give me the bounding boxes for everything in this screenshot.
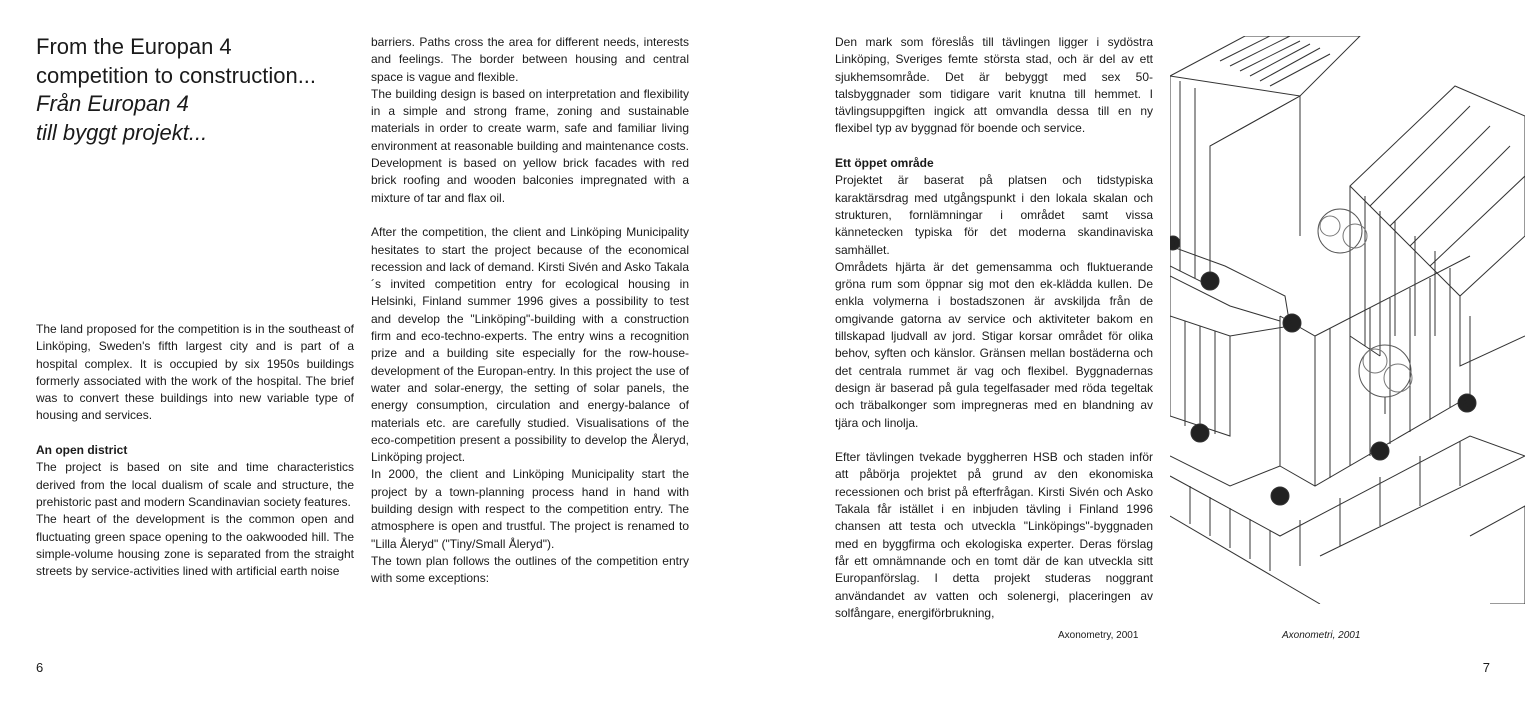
page-number-left: 6 [36,660,44,675]
intro-paragraph: The land proposed for the competition is in the southeast of Linköping, Sweden's fifth largest city and is part of a hospital complex. It is occupied by six 1950s buildings formerly associated with the work of the hospital. The brief was to convert these buildings into new variable type of housing and services. [36,322,354,423]
body-paragraph: The project is based on site and time characteristics derived from the local dualism of scale and structure, the prehistoric past and modern Scandinavian society features. [36,460,354,509]
section-heading: Ett öppet område [835,156,934,171]
body-paragraph: Efter tävlingen tvekade byggherren HSB och staden inför att påbörja projektet på grund av den ekonomiska recessionen och brist på efterfrågan. Kirsti Sivén och Asko Takala får istället i en inbjuden tävling i Finland 1996 chansen att testa och utveckla "Linköpings"-byggnaden med en byggfirma och ekologiska experter. Deras förslag får ett omnämnande och en tomt där de kan utveckla sitt Europanförslag. I detta projekt studeras noggrant användandet av vatten och solenergi, placeringen av solfångare, energiförbrukning, [835,450,1153,620]
axonometric-drawing [1170,36,1525,604]
right-page [762,0,1525,708]
body-paragraph: barriers. Paths cross the area for different needs, interests and feelings. The border between housing and central space is vague and flexible. [371,35,689,84]
left-page [0,0,762,708]
title-en-line-1: From the Europan 4 [36,34,232,59]
body-paragraph: The heart of the development is the common open and fluctuating green space opening to the oakwooded hill. The simple-volume housing zone is separated from the straight streets by service-activities lined with artificial earth noise [36,512,354,579]
drawing-label: 4. [1205,276,1215,288]
page-title [36,33,356,147]
english-column-2 [371,34,689,588]
body-paragraph: In 2000, the client and Linköping Municipality start the project by a town-planning process hand in hand with building design with respect to the competition entry. The atmosphere is open and trustful. The project is renamed to "Lilla Åleryd" ("Tiny/Small Åleryd"). [371,467,689,551]
body-paragraph: The building design is based on interpretation and flexibility in a simple and strong frame, zoning and sustainable materials in order to create warm, safe and familiar living environment at reasonable building and maintenance costs. Development is based on yellow brick facades with red brick roofing and wooden balconies impregnated with a mixture of tar and flax oil. [371,86,689,205]
drawing-label: 1. [1375,446,1385,458]
swedish-column [835,34,1153,622]
title-en-line-2: competition to construction... [36,62,317,88]
drawing-label: 1. [1195,428,1205,440]
body-paragraph: Den mark som föreslås till tävlingen ligger i sydöstra Linköping, Sveriges femte största stad, och är del av ett sjukhemsområde. Det är bebyggt med sex 50-talsbyggnader som tidigare varit knutna till hemmet. I tävlingsuppgiften ingick att omvandla dessa till en ny flexibel typ av byggnad för boende och service. [835,35,1153,136]
drawing-label: 2. [1275,491,1285,503]
drawing-label: 3. [1170,238,1180,250]
drawing-label: 2. [1462,398,1472,410]
title-sv-line-1: Från Europan 4 [36,91,189,116]
title-sv-line-2: till byggt projekt... [36,119,208,145]
body-paragraph: After the competition, the client and Linköping Municipality hesitates to start the project because of the economical recession and lack of demand. Kirsti Sivén and Asko Takala´s invited competition entry for ecological housing in Helsinki, Finland summer 1996 gives a possibility to test and develop the "Linköping"-building with a construction firm and eco-techno-experts. The entry wins a recognition prize and a building site especially for the row-house-development of the Europan-entry. In this project the use of water and solar-energy, the setting of solar panels, the energy consumption, circulation and energy-balance of materials etc. are carefully studied. Visualisations of the eco-competition present a possibility to develop the Åleryd, Linköping project. [371,225,689,465]
lot-fences [1170,436,1525,604]
body-paragraph: Projektet är baserat på platsen och tidstypiska karaktärsdrag med utgångspunkt i den lokala skalan och strukturen, fornlämningar i området samt vissa kännetecken typiska för det moderna skandinaviska samhället. [835,173,1153,257]
right-building [1350,86,1525,366]
caption-swedish: Axonometri, 2001 [1282,630,1361,641]
body-paragraph: The town plan follows the outlines of the competition entry with some exceptions: [371,553,689,586]
english-column-1 [36,321,354,580]
body-paragraph: Områdets hjärta är det gemensamma och fluktuerande gröna rum som öppnar sig mot den ek-klädda kullen. De enkla volymerna i bostadszonen är avskiljda från de omgivande gatorna av service och aktiviteter bakom en tillskapad ljudvall av jord. Stigar korsar området för olika behov, syften och känslor. Gränsen mellan bostäderna och det centrala rummet är vag och flexibel. Byggnadernas design är baserad på gula tegelfasader med röda tegeltak och träbalkonger som impregneras med en blandning av tjära och linolja. [835,259,1153,430]
drawing-label: 2. [1287,318,1297,330]
caption-english: Axonometry, 2001 [1058,630,1139,641]
section-heading: An open district [36,443,128,458]
left-building [1170,36,1360,286]
page-number-right: 7 [1482,660,1490,675]
